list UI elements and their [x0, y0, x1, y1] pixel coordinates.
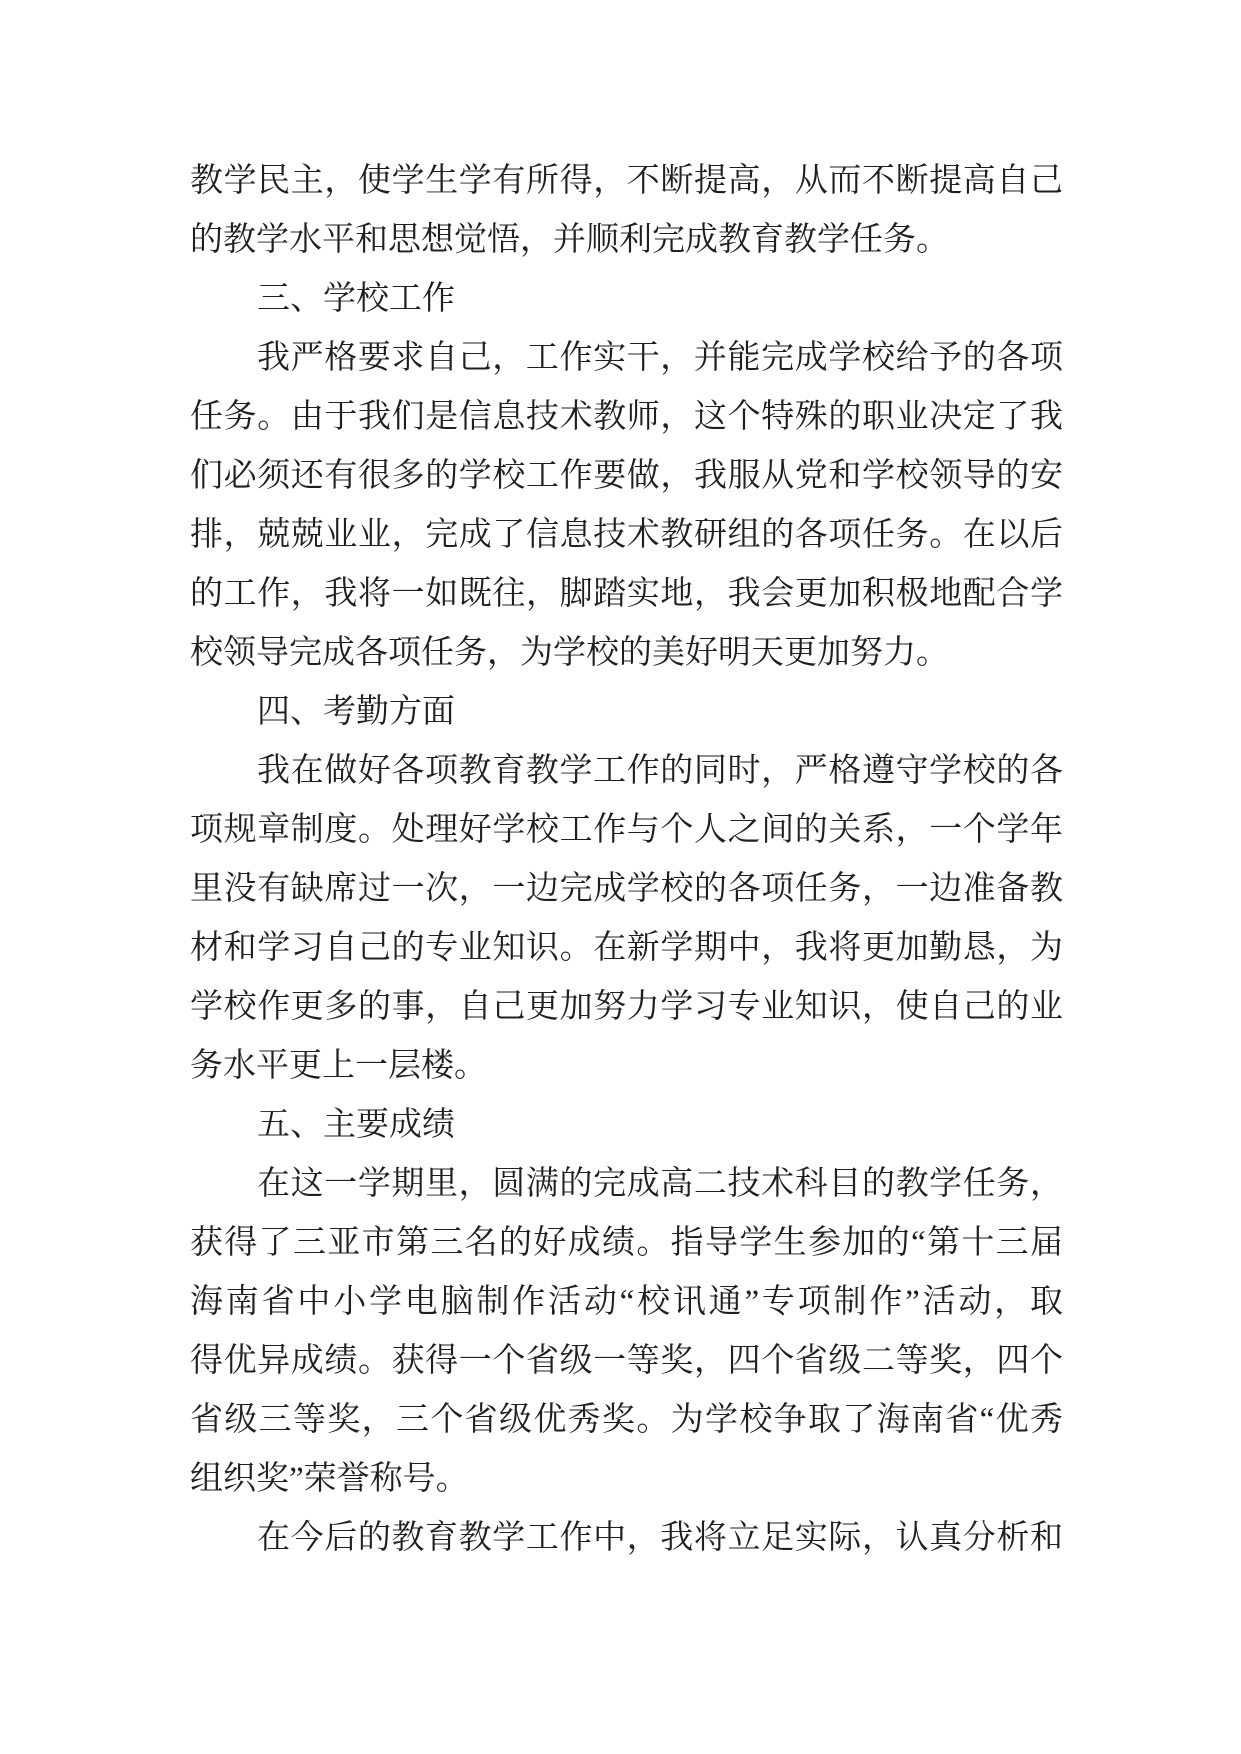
text-line: 海南省中小学电脑制作活动“校讯通”专项制作”活动，取	[190, 1284, 1063, 1320]
text-line: 的工作，我将一如既往，脚踏实地，我会更加积极地配合学	[190, 576, 1063, 612]
document-text	[190, 152, 1063, 1568]
text-line: 排，兢兢业业，完成了信息技术教研组的各项任务。在以后	[190, 517, 1063, 553]
text-line: 我在做好各项教育教学工作的同时，严格遵守学校的各	[257, 753, 1063, 789]
section-heading: 三、学校工作	[257, 281, 455, 317]
text-line: 们必须还有很多的学校工作要做，我服从党和学校领导的安	[190, 458, 1063, 494]
text-line: 教学民主，使学生学有所得，不断提高，从而不断提高自己	[190, 163, 1063, 199]
section-heading: 五、主要成绩	[257, 1107, 455, 1143]
text-line: 校领导完成各项任务，为学校的美好明天更加努力。	[190, 635, 949, 671]
text-line: 项规章制度。处理好学校工作与个人之间的关系，一个学年	[190, 812, 1063, 848]
text-line: 组织奖”荣誉称号。	[190, 1461, 469, 1497]
text-line: 材和学习自己的专业知识。在新学期中，我将更加勤恳，为	[190, 930, 1063, 966]
text-line: 省级三等奖，三个省级优秀奖。为学校争取了海南省“优秀	[190, 1402, 1063, 1438]
text-line: 我严格要求自己，工作实干，并能完成学校给予的各项	[257, 340, 1063, 376]
section-heading: 四、考勤方面	[257, 694, 455, 730]
text-line: 获得了三亚市第三名的好成绩。指导学生参加的“第十三届	[190, 1225, 1063, 1261]
text-line: 在这一学期里，圆满的完成高二技术科目的教学任务，	[257, 1166, 1063, 1202]
text-line: 学校作更多的事，自己更加努力学习专业知识，使自己的业	[190, 989, 1063, 1025]
text-line: 任务。由于我们是信息技术教师，这个特殊的职业决定了我	[190, 399, 1063, 435]
text-line: 务水平更上一层楼。	[190, 1048, 487, 1084]
text-line: 在今后的教育教学工作中，我将立足实际，认真分析和	[257, 1520, 1063, 1556]
text-line: 得优异成绩。获得一个省级一等奖，四个省级二等奖，四个	[190, 1343, 1063, 1379]
text-line: 的教学水平和思想觉悟，并顺利完成教育教学任务。	[190, 222, 949, 258]
text-line: 里没有缺席过一次，一边完成学校的各项任务，一边准备教	[190, 871, 1063, 907]
